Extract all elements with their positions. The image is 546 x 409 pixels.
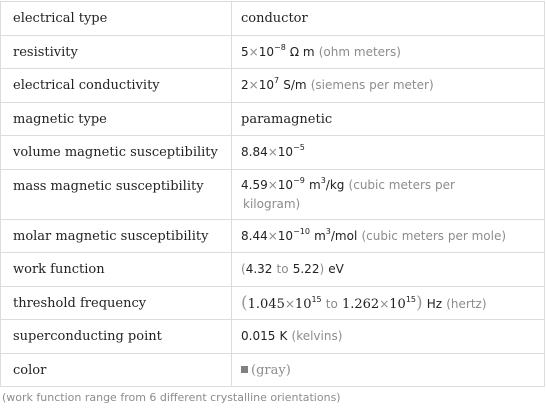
table-row bbox=[1, 2, 545, 36]
row-value: $8.44\times 10^{-10}$ $m^3$/mol (cubic meters per mole) bbox=[232, 220, 545, 253]
footnote: (work function range from 6 different crystalline orientations) bbox=[2, 391, 341, 404]
table-row bbox=[1, 320, 545, 354]
properties-table bbox=[0, 1, 545, 387]
row-value: 0.015 K (kelvins) bbox=[232, 320, 545, 354]
row-label: color bbox=[1, 354, 232, 387]
row-label: work function bbox=[1, 253, 232, 287]
table-row bbox=[1, 287, 545, 320]
table-row bbox=[1, 170, 545, 220]
table-row bbox=[1, 354, 545, 387]
row-value: $8.84\times 10^{-5}$ bbox=[232, 136, 545, 170]
table-row bbox=[1, 36, 545, 69]
row-value: $2\times 10^7$ S/m (siemens per meter) bbox=[232, 69, 545, 103]
row-value: conductor bbox=[232, 2, 545, 36]
row-value: paramagnetic bbox=[232, 103, 545, 136]
row-value: (4.32 to 5.22) eV bbox=[232, 253, 545, 287]
table-row bbox=[1, 69, 545, 103]
row-label: magnetic type bbox=[1, 103, 232, 136]
table-row bbox=[1, 253, 545, 287]
row-value: (gray) bbox=[232, 354, 545, 387]
row-label: resistivity bbox=[1, 36, 232, 69]
row-label: electrical conductivity bbox=[1, 69, 232, 103]
row-label: volume magnetic susceptibility bbox=[1, 136, 232, 170]
color-swatch bbox=[241, 366, 248, 373]
table-row bbox=[1, 220, 545, 253]
row-label: molar magnetic susceptibility bbox=[1, 220, 232, 253]
row-value: $5\times 10^{-8}$ Ω m (ohm meters) bbox=[232, 36, 545, 69]
row-label: electrical type bbox=[1, 2, 232, 36]
row-label: threshold frequency bbox=[1, 287, 232, 320]
row-value: $4.59\times 10^{-9}$ $m^3/kg$ (cubic meters per kilogram) bbox=[232, 170, 545, 220]
table-row bbox=[1, 103, 545, 136]
row-value: ($1.045\times 10^{15}$ to $1.262\times 10^{15}$) Hz (hertz) bbox=[232, 287, 545, 320]
row-label: mass magnetic susceptibility bbox=[1, 170, 232, 220]
table-row bbox=[1, 136, 545, 170]
row-label: superconducting point bbox=[1, 320, 232, 354]
